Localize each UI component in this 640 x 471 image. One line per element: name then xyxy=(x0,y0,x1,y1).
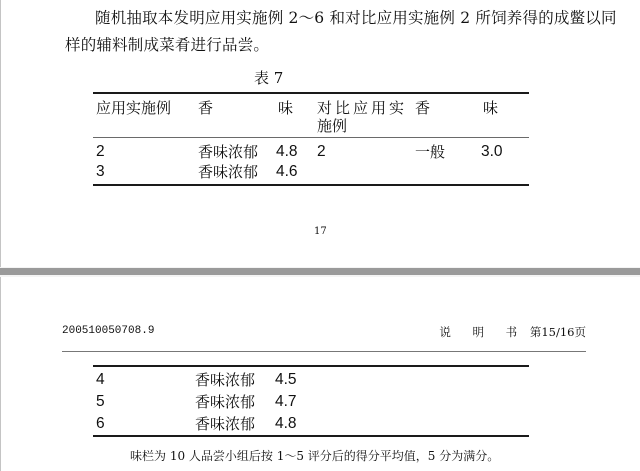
page-separator xyxy=(0,267,640,277)
cell-example: 6 xyxy=(96,415,105,432)
header-application-example: 应用实施例 xyxy=(96,99,172,117)
header-comparative-taste: 味 xyxy=(483,99,499,117)
cell-example: 2 xyxy=(96,143,105,160)
header-comparative-example-line2: 施例 xyxy=(317,117,348,135)
table-header-rule xyxy=(93,137,529,138)
table-footnote: 味栏为 10 人品尝小组后按 1～5 评分后的得分平均值，5 分为满分。 xyxy=(130,449,500,463)
table-top-rule xyxy=(93,365,529,367)
table-bottom-rule xyxy=(93,184,529,186)
cell-comparative-taste: 3.0 xyxy=(481,143,503,160)
header-aroma: 香 xyxy=(198,99,214,117)
cell-aroma: 香味浓郁 xyxy=(195,393,256,411)
cell-taste: 4.8 xyxy=(275,415,297,432)
document-number: 200510050708.9 xyxy=(62,325,155,337)
header-comparative-example-line1: 对比应用实 xyxy=(317,99,408,117)
cell-aroma: 香味浓郁 xyxy=(195,415,256,433)
cell-taste: 4.7 xyxy=(275,393,297,410)
cell-aroma: 香味浓郁 xyxy=(198,143,259,161)
paragraph-line-1: 随机抽取本发明应用实施例 2～6 和对比应用实施例 2 所饲养得的成鳖以同 xyxy=(95,9,617,27)
cell-taste: 4.8 xyxy=(276,143,298,160)
cell-aroma: 香味浓郁 xyxy=(195,371,256,389)
intro-paragraph xyxy=(65,5,617,59)
page-info: 第15/16页 xyxy=(529,325,586,339)
header-taste: 味 xyxy=(278,99,294,117)
table-top-rule xyxy=(93,92,529,94)
page-separator-band xyxy=(0,268,640,275)
viewer-left-border xyxy=(0,0,1,471)
cell-comparative-example: 2 xyxy=(317,143,326,160)
cell-taste: 4.6 xyxy=(276,163,298,180)
cell-example: 5 xyxy=(96,393,105,410)
header-comparative-aroma: 香 xyxy=(415,99,431,117)
document-type: 说 明 书 xyxy=(439,325,527,339)
cell-example: 4 xyxy=(96,371,105,388)
page-header-rule xyxy=(62,351,586,352)
cell-aroma: 香味浓郁 xyxy=(198,163,259,181)
table-caption: 表 7 xyxy=(254,69,284,87)
cell-example: 3 xyxy=(96,163,105,180)
page-number: 17 xyxy=(314,226,327,237)
paragraph-line-2: 样的辅料制成菜肴进行品尝。 xyxy=(65,36,270,54)
cell-comparative-aroma: 一般 xyxy=(415,143,446,161)
table-bottom-rule xyxy=(93,435,529,437)
page-header-right xyxy=(439,324,586,340)
cell-taste: 4.5 xyxy=(275,371,297,388)
